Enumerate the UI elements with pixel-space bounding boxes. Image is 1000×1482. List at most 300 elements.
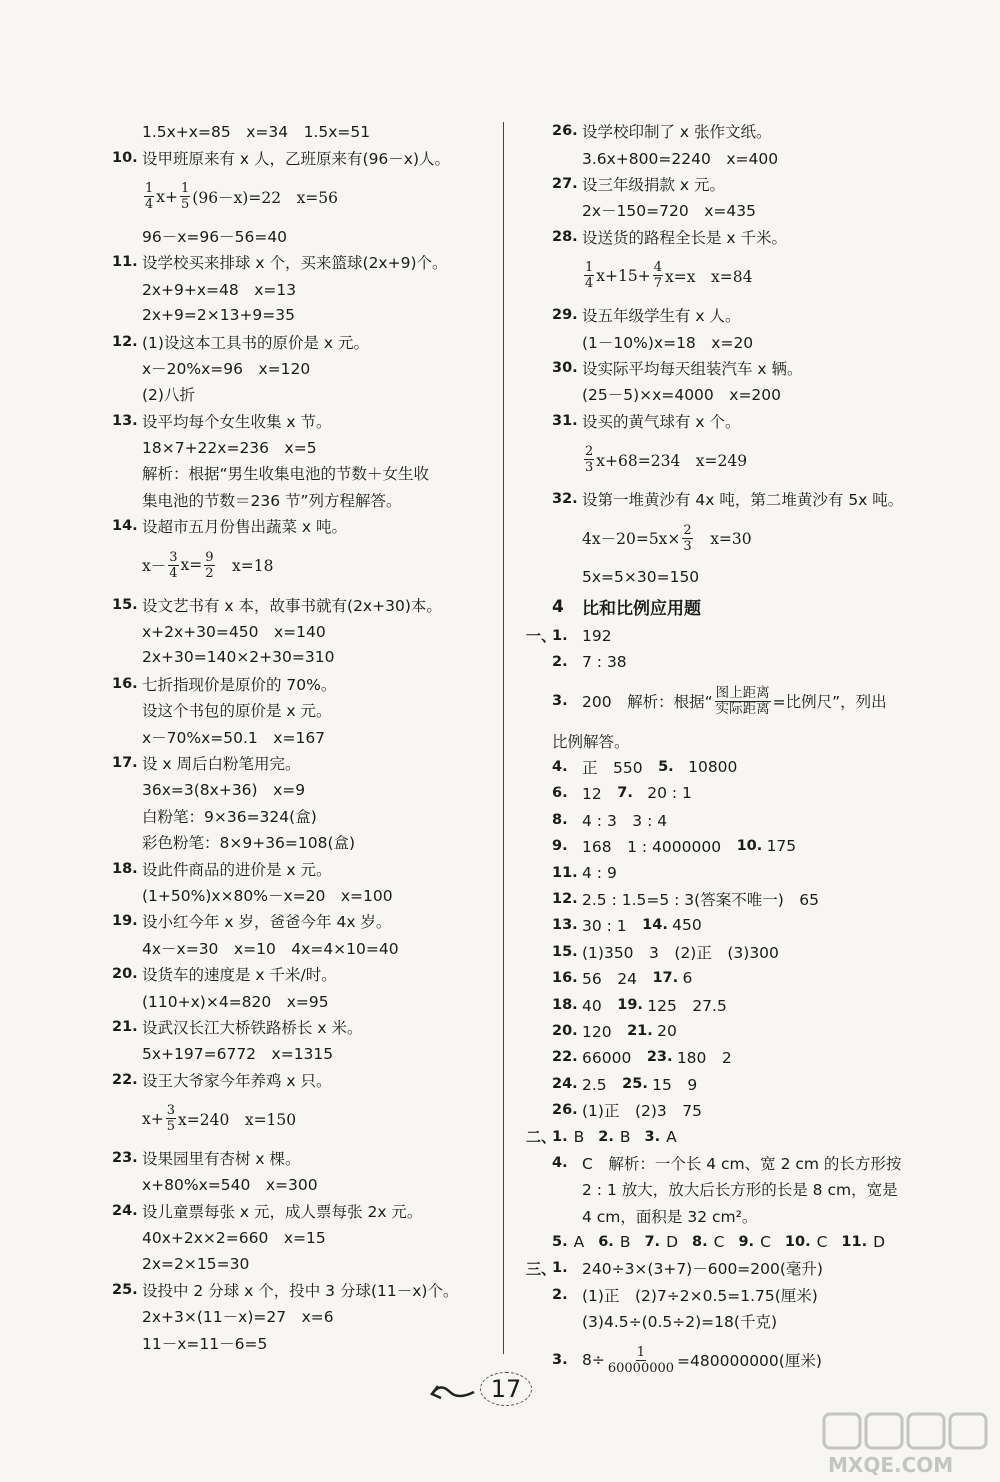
- answer-line: [526, 623, 952, 649]
- answer-line: [552, 1044, 952, 1070]
- answer-text: A: [573, 1233, 585, 1252]
- item-number: 1.: [552, 627, 568, 644]
- item-number: 5.: [658, 759, 674, 776]
- answer-line: [112, 328, 492, 354]
- fraction-numerator: 2: [585, 444, 594, 460]
- item-number: 13.: [112, 412, 138, 429]
- answer-line: [552, 886, 952, 912]
- item-number: 19.: [617, 996, 643, 1013]
- item-number: 31.: [552, 412, 578, 429]
- answer-text: (2)八折: [142, 386, 195, 405]
- answer-line: [112, 408, 492, 434]
- answer-text: 200 解析：根据“: [582, 693, 713, 712]
- answer-text: 设投中 2 分球 x 个，投中 3 分球(11－x)个。: [142, 1282, 459, 1301]
- answer-text: 12: [582, 785, 618, 804]
- answer-text: 240÷3×(3+7)－600=200(毫升): [582, 1260, 823, 1279]
- equation-part: x－: [142, 557, 167, 576]
- item-number: 19.: [112, 913, 138, 930]
- answer-line: [526, 1123, 952, 1149]
- fraction-numerator: 3: [166, 1103, 176, 1119]
- answer-text: 设小红今年 x 岁，爸爸今年 4x 岁。: [142, 913, 392, 932]
- answer-line: [112, 1224, 492, 1250]
- answer-text: 15 9: [652, 1075, 698, 1094]
- answer-text: 集电池的节数＝236 节”列方程解答。: [142, 491, 402, 510]
- answer-line: [552, 1018, 952, 1044]
- answer-text: 设这个书包的原价是 x 元。: [142, 702, 332, 721]
- answer-text: 2x+9+x=48 x=13: [142, 280, 297, 299]
- answer-line: [112, 1277, 492, 1303]
- answer-line: [552, 807, 952, 833]
- item-number: 26.: [552, 123, 578, 140]
- item-number: 28.: [552, 228, 578, 245]
- answer-text: B: [619, 1233, 631, 1252]
- answer-text: 56 24: [582, 970, 653, 989]
- fraction-denominator: 4: [585, 276, 594, 292]
- answer-text: 设货车的速度是 x 千米/时。: [142, 966, 337, 985]
- answer-text: (1)设这本工具书的原价是 x 元。: [142, 333, 369, 352]
- answer-line: [552, 1229, 952, 1255]
- item-number: 3.: [552, 1352, 568, 1369]
- answer-text: 2.5: [582, 1075, 623, 1094]
- answer-line: [552, 118, 952, 144]
- fraction-numerator: 9: [205, 549, 214, 565]
- item-number: 18.: [112, 860, 138, 877]
- answer-line: [112, 1303, 492, 1329]
- section-heading: [552, 591, 952, 623]
- answer-text: (1－10%)x=18 x=20: [582, 333, 754, 352]
- answer-line: [112, 591, 492, 617]
- item-number: 1.: [552, 1128, 568, 1145]
- answer-text: 设平均每个女生收集 x 节。: [142, 412, 332, 431]
- answer-line: [112, 1198, 492, 1224]
- item-number: 6.: [552, 785, 568, 802]
- item-number: 24.: [112, 1202, 138, 1219]
- answer-text: 66000: [582, 1049, 647, 1068]
- item-number: 10.: [736, 838, 763, 855]
- answer-text: 七折指现价是原价的 70%。: [142, 675, 337, 694]
- answer-text: 6: [682, 969, 693, 988]
- item-number: 5.: [552, 1234, 568, 1251]
- answer-line: [112, 961, 492, 987]
- answer-line: [112, 1014, 492, 1040]
- answer-line: [552, 512, 952, 564]
- answer-line: [552, 965, 952, 991]
- equation-part: x=: [180, 556, 203, 575]
- answer-text: 设甲班原来有 x 人，乙班原来有(96－x)人。: [142, 149, 451, 168]
- item-number: 7.: [617, 785, 633, 802]
- answer-text: 120: [582, 1022, 628, 1041]
- answer-line: [112, 276, 492, 302]
- item-number: 32.: [552, 491, 578, 508]
- answer-line: [112, 671, 492, 697]
- item-number: 24.: [552, 1075, 578, 1092]
- answer-line: [552, 754, 952, 780]
- answer-line: [552, 991, 952, 1017]
- item-number: 17.: [652, 970, 679, 987]
- item-number: 23.: [112, 1150, 138, 1167]
- item-number: 20.: [552, 1022, 578, 1039]
- fraction-denominator: 5: [181, 197, 190, 213]
- answer-line: [112, 803, 492, 829]
- answer-line: [552, 302, 952, 328]
- answer-text: 30 : 1: [582, 917, 643, 936]
- equation-part: (96－x)=22 x=56: [192, 188, 339, 207]
- answer-text: 192: [582, 626, 612, 645]
- answer-text: 168 1 : 4000000: [582, 838, 737, 857]
- answer-text: (1)正 (2)7÷2×0.5=1.75(厘米): [582, 1286, 818, 1305]
- fraction-denominator: 60000000: [607, 1360, 675, 1376]
- answer-text: 设儿童票每张 x 元，成人票每张 2x 元。: [142, 1202, 423, 1221]
- fraction: [682, 523, 692, 554]
- answer-text: 20: [657, 1021, 677, 1040]
- fraction-denominator: 4: [169, 565, 178, 581]
- fraction-numerator: 1: [181, 181, 190, 197]
- answer-line: [112, 1250, 492, 1276]
- fraction-numerator: 1: [585, 260, 594, 276]
- answer-line: [112, 434, 492, 460]
- answer-line: [552, 1308, 952, 1334]
- answer-text: C: [760, 1233, 771, 1252]
- fraction-denominator: 3: [585, 460, 594, 476]
- fraction-numerator: 图上距离: [715, 684, 770, 701]
- answer-text: (1)正 (2)3 75: [582, 1102, 702, 1121]
- fraction: [653, 260, 663, 291]
- svg-text:MXQE.COM: MXQE.COM: [828, 1453, 954, 1477]
- item-number: 11.: [112, 254, 138, 271]
- item-number: 1.: [552, 1260, 568, 1277]
- fraction-numerator: 1: [145, 181, 154, 197]
- item-number: 12.: [112, 333, 138, 350]
- answer-text: 设五年级学生有 x 人。: [582, 307, 741, 326]
- answer-line: [552, 250, 952, 302]
- answer-text: 设学校买来排球 x 个，买来篮球(2x+9)个。: [142, 254, 448, 273]
- answer-line: [112, 1040, 492, 1066]
- item-number: 3.: [552, 693, 568, 710]
- page-footer: [424, 1370, 584, 1410]
- answer-line: [112, 1093, 492, 1145]
- fraction: [584, 260, 594, 291]
- answer-text: C: [713, 1233, 725, 1252]
- item-number: 15.: [552, 943, 578, 960]
- answer-text: 2x－150=720 x=435: [582, 202, 756, 221]
- item-number: 12.: [552, 891, 578, 907]
- fraction: [144, 181, 154, 212]
- item-number: 7.: [644, 1234, 661, 1251]
- answer-line: [552, 1334, 952, 1386]
- answer-line: [552, 1176, 952, 1202]
- answer-text: 4 cm，面积是 32 cm²。: [582, 1207, 758, 1226]
- answer-line: [552, 355, 952, 381]
- item-number: 11.: [841, 1234, 868, 1251]
- item-number: 11.: [552, 864, 578, 881]
- item-number: 10.: [784, 1234, 811, 1251]
- fraction-denominator: 7: [653, 276, 663, 292]
- answer-line: [112, 355, 492, 381]
- answer-text: =比例尺”，列出: [772, 693, 887, 712]
- answer-line: [552, 328, 952, 354]
- item-number: 6.: [598, 1234, 614, 1251]
- answer-text: D: [666, 1233, 679, 1252]
- answer-line: [552, 675, 952, 727]
- answer-text: x－20%x=96 x=120: [142, 359, 311, 378]
- item-number: 27.: [552, 175, 578, 192]
- item-number: 2.: [552, 1286, 568, 1303]
- answer-text: (25－5)×x=4000 x=200: [582, 386, 782, 405]
- answer-line: [552, 1097, 952, 1123]
- item-number: 9.: [552, 838, 568, 855]
- answer-text: 180 2: [676, 1049, 732, 1068]
- answer-text: 8÷: [582, 1351, 605, 1370]
- part-label: 二、: [526, 1128, 557, 1147]
- page-number: 17: [480, 1372, 532, 1406]
- equation-part: x=30: [694, 530, 752, 549]
- equation-part: x=18: [216, 557, 274, 576]
- item-number: 13.: [552, 917, 578, 934]
- answer-line: [112, 513, 492, 539]
- item-number: 30.: [552, 359, 578, 376]
- answer-line: [112, 987, 492, 1013]
- answer-line: [112, 776, 492, 802]
- item-number: 15.: [112, 596, 138, 613]
- answer-line: [526, 1255, 952, 1281]
- fraction: [180, 181, 190, 212]
- fraction-numerator: 4: [653, 260, 663, 276]
- answer-text: A: [666, 1127, 677, 1146]
- right-column: [526, 118, 952, 1386]
- answer-text: 5x=5×30=150: [582, 568, 700, 587]
- equation-part: x=x x=84: [665, 267, 753, 286]
- watermark-logo: [820, 1408, 990, 1478]
- answer-text: 设送货的路程全长是 x 千米。: [582, 228, 788, 247]
- answer-text: (3)4.5÷(0.5÷2)=18(千克): [582, 1313, 777, 1332]
- answer-text: 5x+197=6772 x=1315: [142, 1045, 334, 1064]
- answer-line: [552, 1282, 952, 1308]
- answer-text: 设此件商品的进价是 x 元。: [142, 860, 332, 879]
- answer-line: [552, 912, 952, 938]
- answer-text: 设文艺书有 x 本，故事书就有(2x+30)本。: [142, 596, 442, 615]
- answer-line: [552, 1203, 952, 1229]
- answer-text: 4 : 9: [582, 863, 617, 882]
- answer-line: [112, 302, 492, 328]
- answer-text: 设三年级捐款 x 元。: [582, 175, 726, 194]
- item-number: 25.: [622, 1075, 648, 1092]
- answer-line: [552, 1150, 952, 1176]
- answer-text: D: [873, 1233, 886, 1252]
- fraction-numerator: 1: [636, 1344, 646, 1360]
- answer-line: [552, 408, 952, 434]
- answer-line: [112, 618, 492, 644]
- item-number: 3.: [644, 1128, 661, 1145]
- answer-text: 设 x 周后白粉笔用完。: [142, 755, 301, 773]
- answer-line: [112, 697, 492, 723]
- answer-text: 2x+3×(11－x)=27 x=6: [142, 1308, 334, 1327]
- answer-text: 设实际平均每天组装汽车 x 辆。: [582, 359, 803, 378]
- answer-text: 2x=2×15=30: [142, 1254, 250, 1273]
- answer-text: 白粉笔：9×36=324(盒): [142, 807, 317, 826]
- item-number: 14.: [112, 518, 138, 535]
- fraction-denominator: 实际距离: [715, 700, 770, 717]
- item-number: 4.: [552, 759, 568, 776]
- answer-line: [552, 224, 952, 250]
- fraction-denominator: 4: [145, 197, 154, 213]
- item-number: 8.: [552, 811, 568, 828]
- answer-text: 设第一堆黄沙有 4x 吨，第二堆黄沙有 5x 吨。: [582, 491, 904, 510]
- answer-line: [552, 197, 952, 223]
- fraction: [204, 550, 214, 581]
- item-number: 17.: [112, 755, 138, 771]
- answer-text: 比例解答。: [552, 732, 630, 751]
- answer-line: [112, 1067, 492, 1093]
- answer-text: 1.5x+x=85 x=34 1.5x=51: [142, 123, 371, 142]
- item-number: 2.: [552, 654, 568, 671]
- answer-line: [112, 1330, 492, 1356]
- left-column: [112, 118, 492, 1356]
- fraction-numerator: 3: [169, 549, 178, 565]
- answer-line: [552, 144, 952, 170]
- answer-line: [112, 487, 492, 513]
- fraction: [166, 1103, 176, 1134]
- answer-text: 2.5 : 1.5=5 : 3(答案不唯一) 65: [582, 891, 819, 909]
- answer-text: 设超市五月份售出蔬菜 x 吨。: [142, 518, 348, 537]
- equation-part: x+: [156, 187, 179, 206]
- answer-text: 450: [672, 916, 702, 935]
- answer-text: 设学校印制了 x 张作文纸。: [582, 123, 772, 142]
- answer-text: C: [816, 1233, 828, 1252]
- item-number: 21.: [112, 1018, 138, 1035]
- answer-text: 彩色粉笔：8×9+36=108(盒): [142, 834, 356, 853]
- equation-part: x+68=234 x=249: [596, 451, 748, 470]
- answer-text: =480000000(厘米): [677, 1352, 822, 1371]
- section-number: 4: [552, 596, 564, 617]
- item-number: 2.: [598, 1128, 614, 1145]
- answer-text: 125 27.5: [647, 996, 727, 1015]
- item-number: 22.: [112, 1071, 138, 1088]
- item-number: 26.: [552, 1102, 578, 1119]
- item-number: 9.: [738, 1234, 755, 1251]
- answer-text: C 解析：一个长 4 cm、宽 2 cm 的长方形按: [582, 1154, 902, 1173]
- answer-text: 175: [766, 837, 797, 856]
- column-divider: [503, 122, 504, 1354]
- answer-line: [112, 144, 492, 170]
- fraction-denominator: 3: [683, 538, 692, 554]
- item-number: 16.: [112, 675, 138, 692]
- answer-line: [112, 171, 492, 223]
- answer-text: (110+x)×4=820 x=95: [142, 992, 329, 1011]
- item-number: 21.: [627, 1022, 653, 1039]
- item-number: 8.: [692, 1234, 708, 1251]
- answer-line: [112, 1145, 492, 1171]
- answer-text: 设果园里有杏树 x 棵。: [142, 1150, 301, 1169]
- answer-line: [552, 564, 952, 590]
- item-number: 23.: [646, 1049, 673, 1066]
- item-number: 20.: [112, 966, 138, 983]
- answer-line: [112, 223, 492, 249]
- answer-line: [112, 882, 492, 908]
- answer-text: 2x+30=140×2+30=310: [142, 648, 335, 667]
- item-number: 29.: [552, 307, 578, 324]
- answer-text: 正 550: [582, 759, 659, 778]
- answer-line: [112, 249, 492, 275]
- item-number: 16.: [552, 970, 578, 987]
- fraction-denominator: 2: [205, 565, 214, 581]
- answer-line: [112, 723, 492, 749]
- fraction-numerator: 2: [683, 522, 692, 538]
- answer-text: 96－x=96－56=40: [142, 227, 288, 246]
- answer-text: B: [619, 1127, 631, 1146]
- answer-text: 10800: [688, 758, 738, 777]
- answer-line: [112, 750, 492, 776]
- answer-line: [112, 855, 492, 881]
- fraction: [607, 1345, 675, 1376]
- answer-line: [552, 859, 952, 885]
- answer-text: 设武汉长江大桥铁路桥长 x 米。: [142, 1018, 363, 1037]
- answer-line: [112, 1171, 492, 1197]
- item-number: 4.: [552, 1154, 568, 1171]
- answer-text: 36x=3(8x+36) x=9: [142, 781, 306, 800]
- answer-line: [112, 644, 492, 670]
- answer-line: [112, 539, 492, 591]
- equation-part: x+15+: [596, 266, 651, 285]
- answer-text: 设买的黄气球有 x 个。: [582, 412, 741, 431]
- answer-text: x+80%x=540 x=300: [142, 1176, 318, 1195]
- answer-text: 40x+2x×2=660 x=15: [142, 1229, 326, 1248]
- answer-line: [552, 171, 952, 197]
- answer-text: 设王大爷家今年养鸡 x 只。: [142, 1071, 332, 1090]
- answer-text: 20 : 1: [647, 784, 692, 803]
- item-number: 22.: [552, 1049, 578, 1066]
- answer-text: 4 : 3 3 : 4: [582, 811, 668, 830]
- answer-text: 2 : 1 放大，放大后长方形的长是 8 cm，宽是: [582, 1181, 898, 1200]
- fraction: [715, 686, 771, 717]
- answer-line: [552, 381, 952, 407]
- answer-line: [112, 381, 492, 407]
- answer-text: 11－x=11－6=5: [142, 1334, 268, 1353]
- section-title: 比和比例应用题: [582, 599, 701, 620]
- answer-line: [552, 434, 952, 486]
- answer-line: [552, 649, 952, 675]
- answer-text: (1)350 3 (2)正 (3)300: [582, 943, 779, 962]
- answer-text: 40: [582, 996, 618, 1015]
- answer-line: [552, 486, 952, 512]
- answer-text: 2x+9=2×13+9=35: [142, 306, 296, 325]
- answer-text: (1+50%)x×80%－x=20 x=100: [142, 886, 393, 905]
- part-label: 三、: [526, 1259, 557, 1278]
- answer-text: x－70%x=50.1 x=167: [142, 728, 326, 747]
- item-number: 18.: [552, 996, 578, 1013]
- answer-line: [112, 908, 492, 934]
- answer-line: [112, 829, 492, 855]
- answer-line: [552, 780, 952, 806]
- answer-text: x+2x+30=450 x=140: [142, 623, 326, 642]
- item-number: 10.: [112, 149, 138, 166]
- answer-text: 解析：根据“男生收集电池的节数＋女生收: [142, 465, 430, 484]
- answer-text: 3.6x+800=2240 x=400: [582, 149, 779, 168]
- part-label: 一、: [526, 627, 557, 646]
- arrow-ornament-icon: [428, 1378, 478, 1408]
- item-number: 25.: [112, 1282, 138, 1299]
- answer-line: [552, 833, 952, 859]
- fraction: [584, 444, 594, 475]
- equation-part: x=240 x=150: [178, 1110, 297, 1129]
- fraction-denominator: 5: [166, 1119, 176, 1135]
- answer-text: 18×7+22x=236 x=5: [142, 439, 317, 458]
- item-number: 14.: [642, 917, 668, 934]
- answer-line: [112, 118, 492, 144]
- equation-part: 4x－20=5x×: [582, 530, 681, 549]
- answer-line: [552, 939, 952, 965]
- answer-text: 7 : 38: [582, 653, 627, 672]
- fraction: [168, 550, 178, 581]
